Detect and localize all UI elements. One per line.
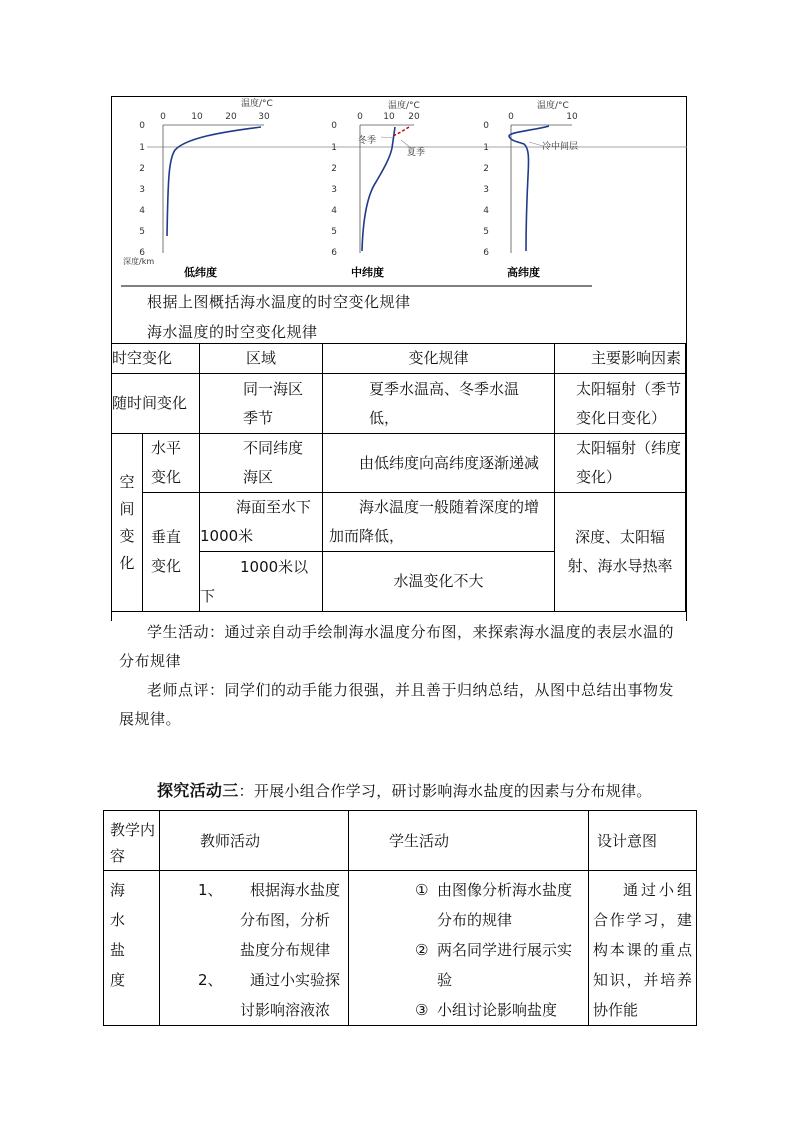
table-row	[112, 344, 686, 374]
low-depth-ticks	[139, 121, 145, 258]
horizontal-factor: 太阳辐射（纬度变化）	[555, 434, 686, 493]
header-cell: 学生活动	[349, 811, 589, 871]
chart-high-latitude	[483, 99, 578, 279]
design-intent: 通过小组合作学习，建构本课的重点知识，并培养协作能	[589, 871, 697, 1026]
svg-text:温度/°C: 温度/°C	[388, 101, 420, 111]
low-title: 低纬度	[184, 266, 217, 279]
table-row	[112, 493, 686, 552]
item-number: 2、	[198, 971, 223, 989]
header-cell: 教师活动	[160, 811, 349, 871]
svg-text:2: 2	[483, 164, 489, 174]
vertical-region-2: 1000米以下	[200, 552, 323, 612]
svg-text:0: 0	[139, 121, 145, 131]
high-title: 高纬度	[507, 266, 540, 279]
explore-text: ：开展小组合作学习，研讨影响海水盐度的因素与分布规律。	[238, 782, 652, 800]
teacher-comment: 老师点评：同学们的动手能力很强，并且善于归纳总结，从图中总结出事物发展规律。	[119, 681, 675, 728]
horizontal-label: 水平变化	[143, 434, 200, 493]
svg-text:0: 0	[483, 121, 489, 131]
svg-text:6: 6	[139, 248, 145, 258]
time-rule: 夏季水温高、冬季水温低，	[323, 374, 555, 434]
salinity-table	[103, 810, 697, 1026]
table-row	[112, 374, 686, 434]
vertical-region-1: 海面至水下1000米	[200, 493, 323, 552]
svg-text:1: 1	[139, 143, 145, 153]
temp-axis-label: 温度/°C	[241, 99, 273, 109]
content-cell: 海水盐度	[104, 871, 160, 1026]
item-text: 通过小实验探讨影响溶液浓	[240, 971, 341, 1019]
table-row	[104, 811, 697, 871]
svg-text:5: 5	[139, 227, 145, 237]
svg-text:0: 0	[160, 112, 166, 122]
vertical-rule-2: 水温变化不大	[323, 552, 555, 612]
horizontal-region: 不同纬度海区	[200, 434, 323, 493]
header-cell: 教学内容	[104, 811, 160, 871]
winter-label: 冬季	[358, 136, 377, 146]
mid-x-ticks	[357, 112, 420, 122]
student-activities	[349, 871, 589, 1026]
svg-text:1: 1	[483, 143, 489, 153]
vertical-label: 垂直变化	[143, 493, 200, 612]
header-cell: 主要影响因素	[555, 344, 686, 374]
svg-text:5: 5	[483, 227, 489, 237]
svg-text:0: 0	[357, 112, 363, 122]
chart-low-latitude	[123, 97, 273, 279]
list-item	[415, 935, 582, 995]
temperature-depth-charts	[111, 96, 687, 296]
space-label: 空间变化	[112, 434, 143, 612]
svg-text:1: 1	[331, 143, 337, 153]
high-depth-ticks	[483, 121, 489, 258]
list-item	[198, 875, 340, 965]
svg-text:5: 5	[331, 227, 337, 237]
explore-heading	[157, 776, 652, 806]
time-region: 同一海区季节	[200, 374, 323, 434]
svg-text:0: 0	[331, 121, 337, 131]
header-cell: 变化规律	[323, 344, 555, 374]
svg-text:6: 6	[331, 248, 337, 258]
svg-text:3: 3	[139, 185, 145, 195]
item-number: ③	[415, 1001, 429, 1019]
explore-title: 探究活动三	[157, 781, 239, 800]
item-number: ①	[415, 881, 429, 899]
item-number: ②	[415, 941, 429, 959]
vertical-factor: 深度、太阳辐射、海水导热率	[555, 493, 686, 612]
item-text: 由图像分析海水盐度分布的规律	[437, 881, 573, 929]
temperature-table	[111, 343, 686, 612]
svg-text:10: 10	[566, 112, 578, 122]
svg-text:6: 6	[483, 248, 489, 258]
list-item	[415, 875, 582, 935]
low-x-ticks	[160, 112, 270, 122]
list-item	[198, 965, 340, 1025]
svg-text:0: 0	[508, 112, 514, 122]
mid-depth-ticks	[331, 121, 337, 258]
svg-text:4: 4	[483, 206, 489, 216]
mid-title: 中纬度	[351, 266, 384, 279]
item-text: 根据海水盐度分布图，分析盐度分布规律	[240, 881, 341, 959]
item-number: 1、	[198, 881, 223, 899]
chart-mid-latitude	[331, 99, 425, 279]
time-factor: 太阳辐射（季节变化日变化）	[555, 374, 686, 434]
svg-text:20: 20	[225, 112, 237, 122]
svg-text:20: 20	[408, 112, 420, 122]
list-item	[415, 995, 582, 1025]
item-text: 两名同学进行展示实验	[437, 941, 573, 989]
horizontal-rule: 由低纬度向高纬度逐渐递减	[323, 434, 555, 493]
table-row	[104, 871, 697, 1026]
svg-text:3: 3	[483, 185, 489, 195]
table-row	[112, 434, 686, 493]
svg-text:10: 10	[191, 112, 203, 122]
low-temp-curve	[167, 127, 261, 236]
header-cell: 区域	[200, 344, 323, 374]
item-text: 小组讨论影响盐度	[437, 1001, 558, 1019]
svg-text:2: 2	[331, 164, 337, 174]
svg-text:10: 10	[383, 112, 395, 122]
intro-line-2: 海水温度的时空变化规律	[147, 323, 318, 341]
svg-text:3: 3	[331, 185, 337, 195]
summer-label: 夏季	[407, 148, 426, 158]
svg-text:温度/°C: 温度/°C	[537, 101, 569, 111]
teacher-activities	[160, 871, 349, 1026]
svg-text:4: 4	[331, 206, 337, 216]
header-cell: 设计意图	[589, 811, 697, 871]
intro-line-1: 根据上图概括海水温度的时空变化规律	[147, 293, 411, 311]
high-x-ticks	[508, 112, 578, 122]
svg-text:2: 2	[139, 164, 145, 174]
vertical-rule-1: 海水温度一般随着深度的增加而降低，	[323, 493, 555, 552]
header-cell: 时空变化	[112, 344, 200, 374]
depth-axis-label: 深度/km	[123, 257, 155, 266]
student-activity: 学生活动：通过亲自动手绘制海水温度分布图，来探索海水温度的表层水温的分布规律	[119, 623, 675, 670]
cold-layer-label: 冷中间层	[542, 142, 579, 152]
svg-text:30: 30	[258, 112, 270, 122]
time-label: 随时间变化	[112, 374, 200, 434]
svg-text:4: 4	[139, 206, 145, 216]
